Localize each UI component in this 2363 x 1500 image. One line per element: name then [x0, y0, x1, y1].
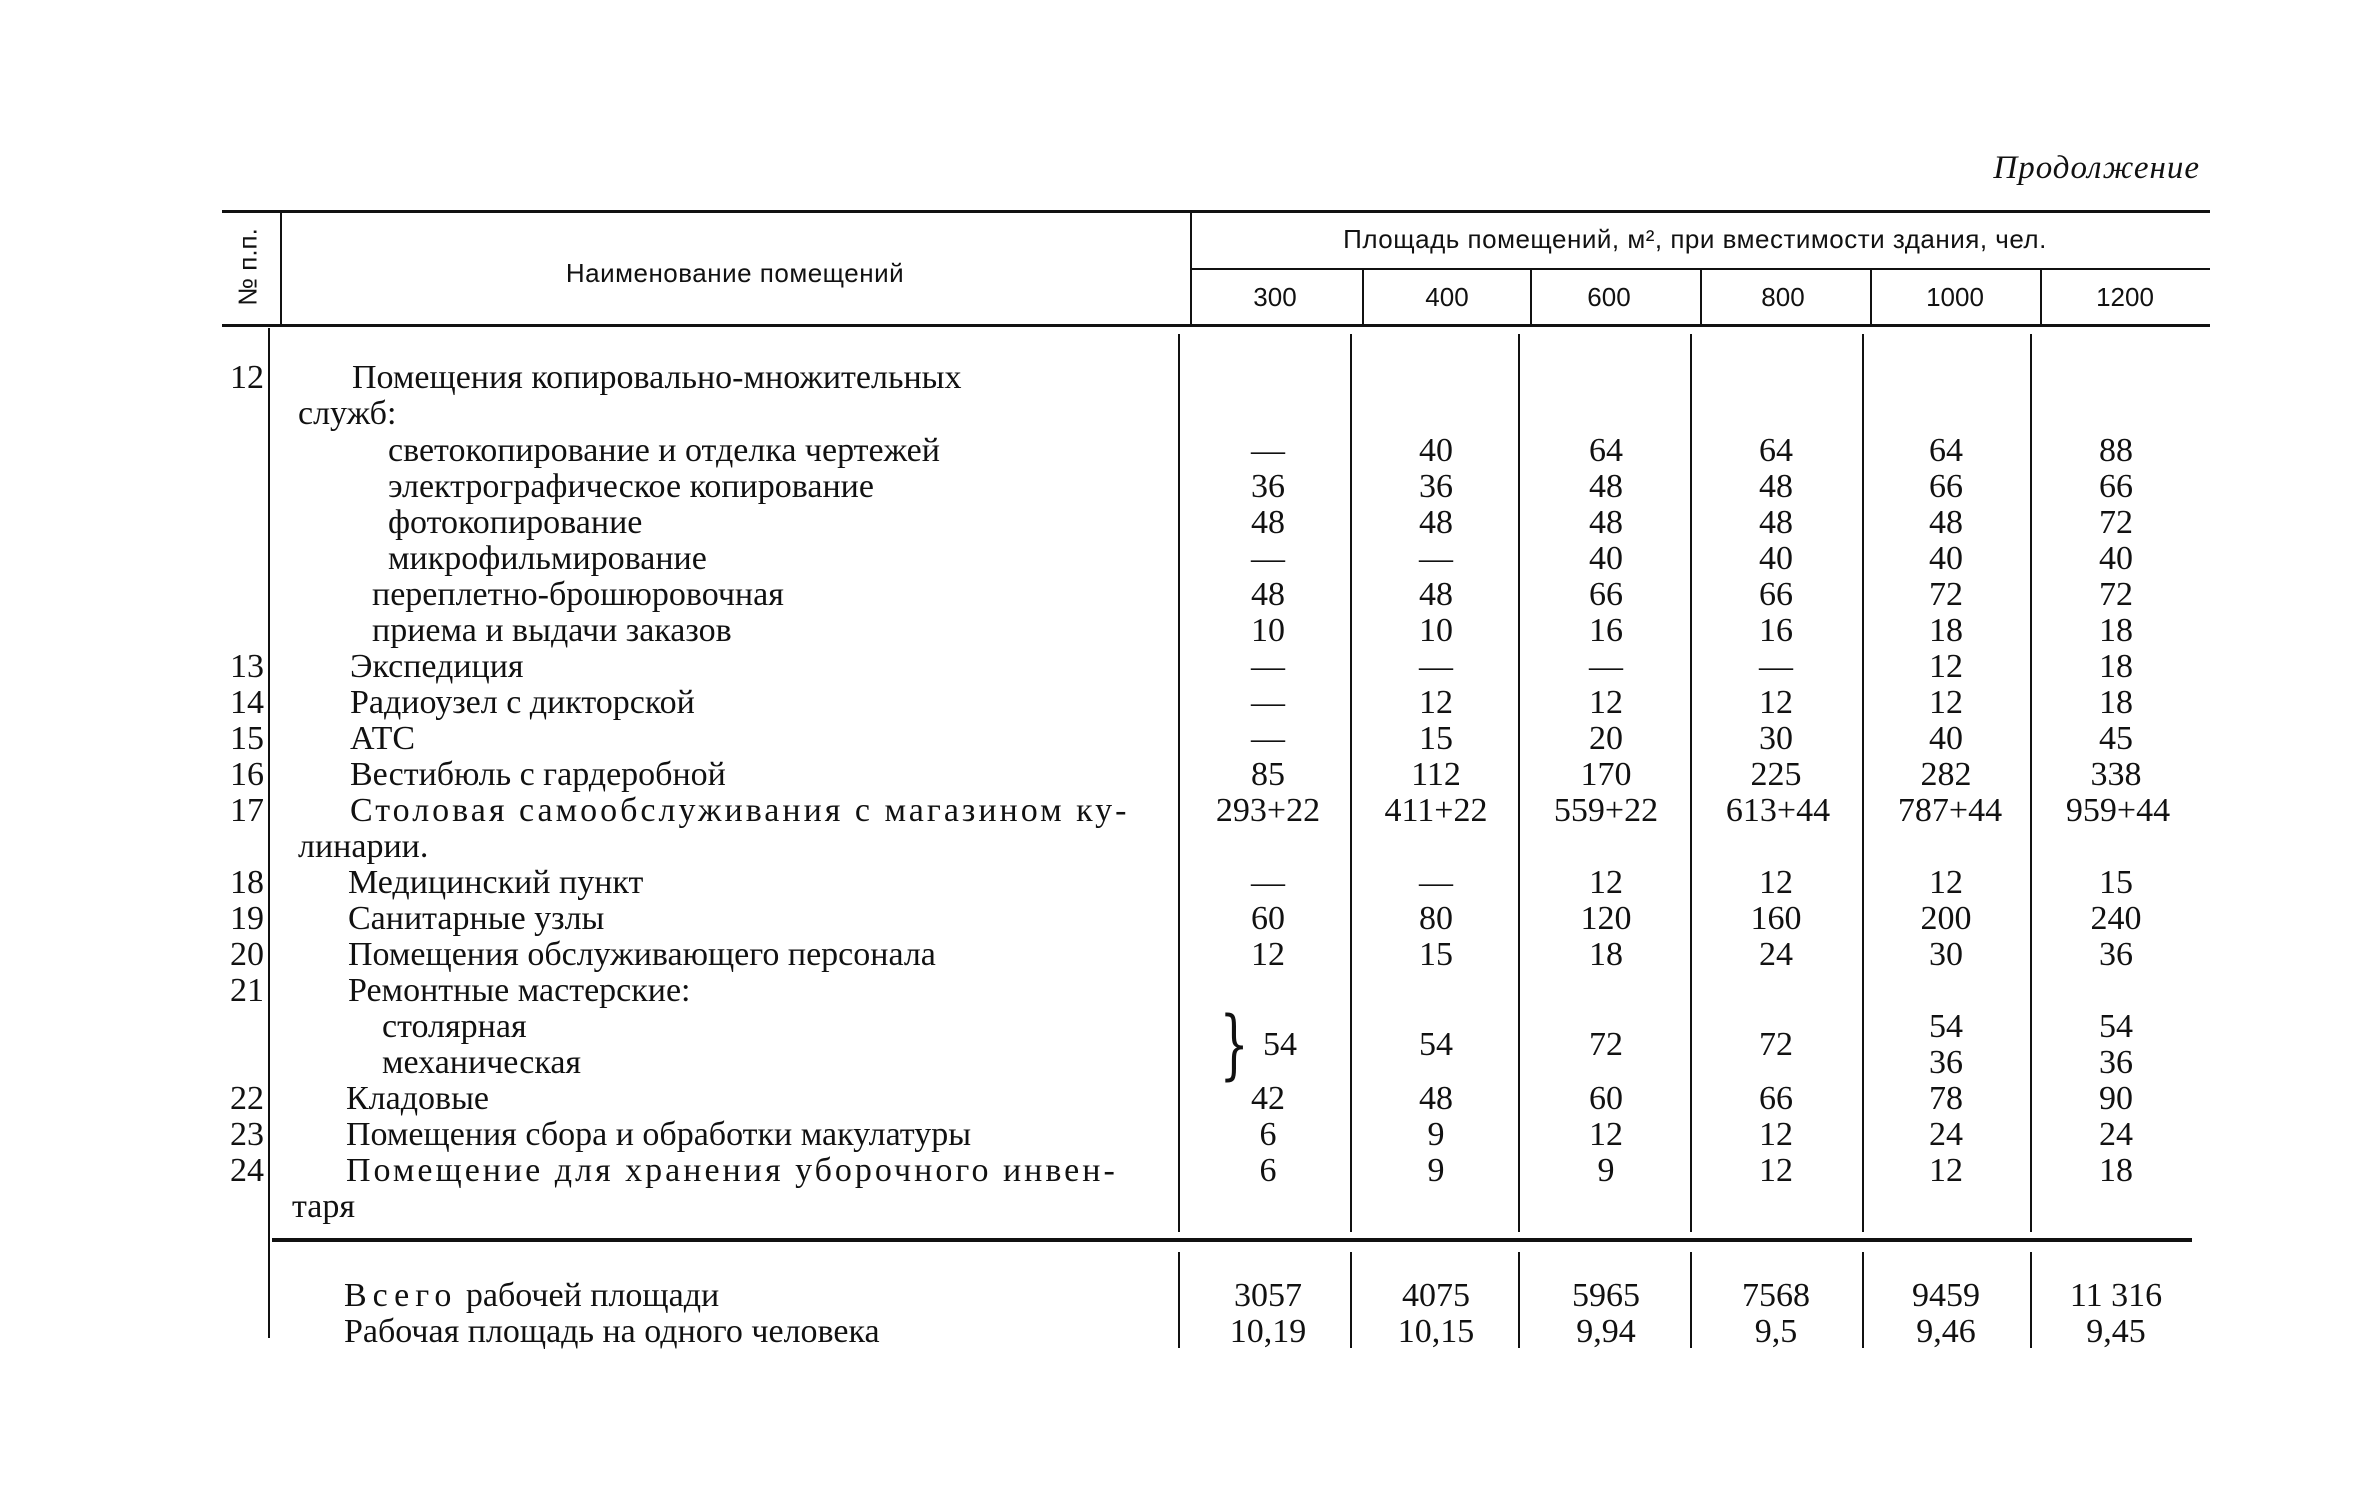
table-row-15 — [0, 721, 2363, 757]
value-800: 48 — [1759, 504, 1793, 541]
value-1000: 282 — [1920, 756, 1972, 793]
header-vrule-800 — [1700, 268, 1702, 324]
table-row-12e — [0, 577, 2363, 613]
value-800: 16 — [1759, 612, 1793, 649]
value-600: 16 — [1589, 612, 1623, 649]
value-400: 10 — [1419, 612, 1453, 649]
totals-label — [344, 1278, 719, 1314]
value-1000: 78 — [1929, 1080, 1963, 1117]
value-300: — — [1251, 684, 1285, 721]
value-400: 411+22 — [1384, 792, 1488, 829]
value-300: — — [1251, 540, 1285, 577]
value-400: 10,15 — [1397, 1313, 1475, 1350]
table-row-12f — [0, 613, 2363, 649]
value-400: 15 — [1419, 720, 1453, 757]
header-capacity-800: 800 — [1761, 282, 1805, 312]
value-600: 12 — [1589, 864, 1623, 901]
value-300: 60 — [1251, 900, 1285, 937]
value-300: — — [1251, 720, 1285, 757]
row-name: столярная — [382, 1008, 527, 1045]
totals-label-rest: рабочей площади — [457, 1277, 720, 1314]
value-600: 12 — [1589, 684, 1623, 721]
header-capacity-1200: 1200 — [2096, 282, 2154, 312]
value-600: 170 — [1580, 756, 1632, 793]
value-600: 72 — [1589, 1026, 1623, 1063]
value-1000: 24 — [1929, 1116, 1963, 1153]
table-row-24 — [0, 1153, 2363, 1189]
table-row-17 — [0, 793, 2363, 829]
value-1200: 24 — [2099, 1116, 2133, 1153]
value-600: — — [1589, 648, 1623, 685]
header-vrule-1200 — [2040, 268, 2042, 324]
row-name-line-2: линарии. — [298, 828, 429, 865]
value-1000: 54 — [1929, 1008, 1963, 1045]
value-300: 293+22 — [1215, 792, 1321, 829]
value-600: 20 — [1589, 720, 1623, 757]
value-300: — — [1251, 864, 1285, 901]
row-number: 20 — [230, 936, 264, 973]
header-vrule-600 — [1530, 268, 1532, 324]
curly-brace-icon: } — [1219, 999, 1249, 1088]
value-1000: 36 — [1929, 1044, 1963, 1081]
row-number: 15 — [230, 720, 264, 757]
row-name-line-1: Помещения копировально-множительных — [352, 359, 962, 396]
header-vrule-num — [280, 212, 282, 324]
value-400: 12 — [1419, 684, 1453, 721]
value-1000: 12 — [1929, 648, 1963, 685]
value-1000: 787+44 — [1897, 792, 2003, 829]
value-300: 54 — [1263, 1026, 1297, 1063]
table-row-24-cont — [0, 1189, 2363, 1225]
value-800: 48 — [1759, 468, 1793, 505]
value-1000: 12 — [1929, 684, 1963, 721]
value-1200: 15 — [2099, 864, 2133, 901]
row-name: фотокопирование — [388, 504, 643, 541]
row-name: микрофильмирование — [388, 540, 707, 577]
value-800: 7568 — [1742, 1277, 1810, 1314]
value-600: 66 — [1589, 576, 1623, 613]
value-1200: 66 — [2099, 468, 2133, 505]
value-1200: 72 — [2099, 576, 2133, 613]
value-1000: 9,46 — [1916, 1313, 1976, 1350]
value-300: 10,19 — [1229, 1313, 1307, 1350]
header-bottom-rule — [222, 324, 2210, 327]
value-1200: 40 — [2099, 540, 2133, 577]
row-name: электрографическое копирование — [388, 468, 874, 505]
table-row-23 — [0, 1117, 2363, 1153]
value-600: 60 — [1589, 1080, 1623, 1117]
value-800: 12 — [1759, 684, 1793, 721]
value-600: 120 — [1580, 900, 1632, 937]
value-800: 160 — [1750, 900, 1802, 937]
row-name: Ремонтные мастерские: — [348, 972, 691, 1009]
value-600: 18 — [1589, 936, 1623, 973]
value-800: 40 — [1759, 540, 1793, 577]
table-row-16 — [0, 757, 2363, 793]
value-1200: 18 — [2099, 612, 2133, 649]
header-capacity-400: 400 — [1425, 282, 1469, 312]
header-number-label: № п.п. — [232, 228, 263, 306]
table-row-12-cont — [0, 396, 2363, 432]
value-1200: 45 — [2099, 720, 2133, 757]
value-1200: 959+44 — [2065, 792, 2171, 829]
row-number: 24 — [230, 1152, 264, 1189]
value-800: 613+44 — [1725, 792, 1831, 829]
value-800: 12 — [1759, 1152, 1793, 1189]
value-1000: 12 — [1929, 1152, 1963, 1189]
header-number-cell — [222, 212, 274, 322]
row-number: 14 — [230, 684, 264, 721]
row-name: механическая — [382, 1044, 582, 1081]
value-600: 12 — [1589, 1116, 1623, 1153]
value-1200: 88 — [2099, 432, 2133, 469]
totals-row-work-area — [0, 1278, 2363, 1314]
value-800: 66 — [1759, 1080, 1793, 1117]
totals-rule — [272, 1238, 2192, 1242]
row-number: 21 — [230, 972, 264, 1009]
row-name-line-2: служб: — [298, 395, 397, 432]
header-area-group-label: Площадь помещений, м², при вместимости здания, чел. — [1343, 224, 2047, 254]
row-name: Медицинский пункт — [348, 864, 644, 901]
table-row-21-combined — [0, 1027, 2363, 1063]
header-capacity-1000: 1000 — [1926, 282, 1984, 312]
row-number: 23 — [230, 1116, 264, 1153]
table-row-14 — [0, 685, 2363, 721]
value-600: 64 — [1589, 432, 1623, 469]
value-1200: 36 — [2099, 1044, 2133, 1081]
row-name-line-2: таря — [292, 1188, 356, 1225]
row-name: Помещения обслуживающего персонала — [348, 936, 936, 973]
header-top-rule — [222, 210, 2210, 213]
value-400: — — [1419, 540, 1453, 577]
table-row-12b — [0, 469, 2363, 505]
value-600: 40 — [1589, 540, 1623, 577]
value-300: 36 — [1251, 468, 1285, 505]
row-name: Экспедиция — [350, 648, 524, 685]
table-row-18 — [0, 865, 2363, 901]
value-1000: 9459 — [1912, 1277, 1980, 1314]
value-400: 48 — [1419, 1080, 1453, 1117]
value-1200: 18 — [2099, 684, 2133, 721]
value-1200: 240 — [2090, 900, 2142, 937]
row-name: Помещения сбора и обработки макулатуры — [346, 1116, 972, 1153]
totals-label: Рабочая площадь на одного человека — [344, 1313, 880, 1350]
value-800: 24 — [1759, 936, 1793, 973]
value-300: 12 — [1251, 936, 1285, 973]
value-300: 6 — [1259, 1116, 1277, 1153]
value-1200: 11 316 — [2069, 1277, 2163, 1314]
row-name-line-1: Столовая самообслуживания с магазином ку- — [350, 792, 1130, 829]
row-number: 17 — [230, 792, 264, 829]
value-1000: 30 — [1929, 936, 1963, 973]
value-600: 9,94 — [1576, 1313, 1636, 1350]
row-name: светокопирование и отделка чертежей — [388, 432, 940, 469]
row-name: приема и выдачи заказов — [372, 612, 732, 649]
value-400: 80 — [1419, 900, 1453, 937]
header-capacity-600: 600 — [1587, 282, 1631, 312]
row-number: 22 — [230, 1080, 264, 1117]
value-300: 10 — [1251, 612, 1285, 649]
value-600: 5965 — [1572, 1277, 1640, 1314]
header-name-label: Наименование помещений — [565, 258, 905, 288]
value-1200: 54 — [2099, 1008, 2133, 1045]
row-number: 13 — [230, 648, 264, 685]
value-600: 9 — [1597, 1152, 1615, 1189]
value-1000: 40 — [1929, 540, 1963, 577]
value-300: 48 — [1251, 576, 1285, 613]
value-400: 48 — [1419, 504, 1453, 541]
value-1000: 64 — [1929, 432, 1963, 469]
value-400: 48 — [1419, 576, 1453, 613]
table-row-12c — [0, 505, 2363, 541]
row-number: 16 — [230, 756, 264, 793]
value-800: 12 — [1759, 1116, 1793, 1153]
value-300: — — [1251, 432, 1285, 469]
value-800: 66 — [1759, 576, 1793, 613]
value-300: 85 — [1251, 756, 1285, 793]
value-1000: 48 — [1929, 504, 1963, 541]
value-1000: 66 — [1929, 468, 1963, 505]
value-1200: 9,45 — [2086, 1313, 2146, 1350]
continued-label: Продолжение — [1993, 150, 2200, 186]
totals-label-prefix: Всего — [344, 1277, 458, 1314]
value-300: 42 — [1251, 1080, 1285, 1117]
totals-row-per-person — [0, 1314, 2363, 1350]
row-number: 18 — [230, 864, 264, 901]
table-row-13 — [0, 649, 2363, 685]
table-row-20 — [0, 937, 2363, 973]
value-300: — — [1251, 648, 1285, 685]
value-1000: 200 — [1920, 900, 1972, 937]
value-400: 36 — [1419, 468, 1453, 505]
value-600: 48 — [1589, 468, 1623, 505]
value-800: 72 — [1759, 1026, 1793, 1063]
value-300: 3057 — [1234, 1277, 1302, 1314]
value-800: 225 — [1750, 756, 1802, 793]
row-name: Вестибюль с гардеробной — [350, 756, 726, 793]
value-1200: 18 — [2099, 1152, 2133, 1189]
row-name: Кладовые — [346, 1080, 490, 1117]
table-row-17-cont — [0, 829, 2363, 865]
value-400: — — [1419, 648, 1453, 685]
value-400: 54 — [1419, 1026, 1453, 1063]
value-800: 64 — [1759, 432, 1793, 469]
table-row-19 — [0, 901, 2363, 937]
value-300: 6 — [1259, 1152, 1277, 1189]
table-row-21 — [0, 973, 2363, 1009]
value-400: 15 — [1419, 936, 1453, 973]
value-1000: 40 — [1929, 720, 1963, 757]
row-number: 19 — [230, 900, 264, 937]
value-1200: 72 — [2099, 504, 2133, 541]
row-name: переплетно-брошюровочная — [372, 576, 784, 613]
header-vrule-name — [1190, 212, 1192, 324]
value-300: 48 — [1251, 504, 1285, 541]
row-name-line-1: Помещение для хранения уборочного инвен- — [346, 1152, 1118, 1189]
table-row-22 — [0, 1081, 2363, 1117]
value-400: 4075 — [1402, 1277, 1470, 1314]
value-400: 9 — [1427, 1116, 1445, 1153]
value-1000: 18 — [1929, 612, 1963, 649]
header-capacity-300: 300 — [1253, 282, 1297, 312]
value-400: 40 — [1419, 432, 1453, 469]
value-800: — — [1759, 648, 1793, 685]
row-name: Санитарные узлы — [348, 900, 605, 937]
value-400: 112 — [1411, 756, 1461, 793]
table-row-12 — [0, 360, 2363, 396]
row-number: 12 — [230, 359, 264, 396]
table-row-12a — [0, 433, 2363, 469]
value-800: 12 — [1759, 864, 1793, 901]
value-1000: 12 — [1929, 864, 1963, 901]
value-800: 30 — [1759, 720, 1793, 757]
value-600: 559+22 — [1553, 792, 1659, 829]
value-400: — — [1419, 864, 1453, 901]
value-1200: 36 — [2099, 936, 2133, 973]
header-vrule-1000 — [1870, 268, 1872, 324]
value-1200: 338 — [2090, 756, 2142, 793]
row-name: Радиоузел с дикторской — [350, 684, 695, 721]
value-400: 9 — [1427, 1152, 1445, 1189]
value-800: 9,5 — [1754, 1313, 1798, 1350]
value-1000: 72 — [1929, 576, 1963, 613]
value-1200: 90 — [2099, 1080, 2133, 1117]
row-name: АТС — [350, 720, 416, 757]
header-vrule-400 — [1362, 268, 1364, 324]
table-row-12d — [0, 541, 2363, 577]
value-600: 48 — [1589, 504, 1623, 541]
value-1200: 18 — [2099, 648, 2133, 685]
